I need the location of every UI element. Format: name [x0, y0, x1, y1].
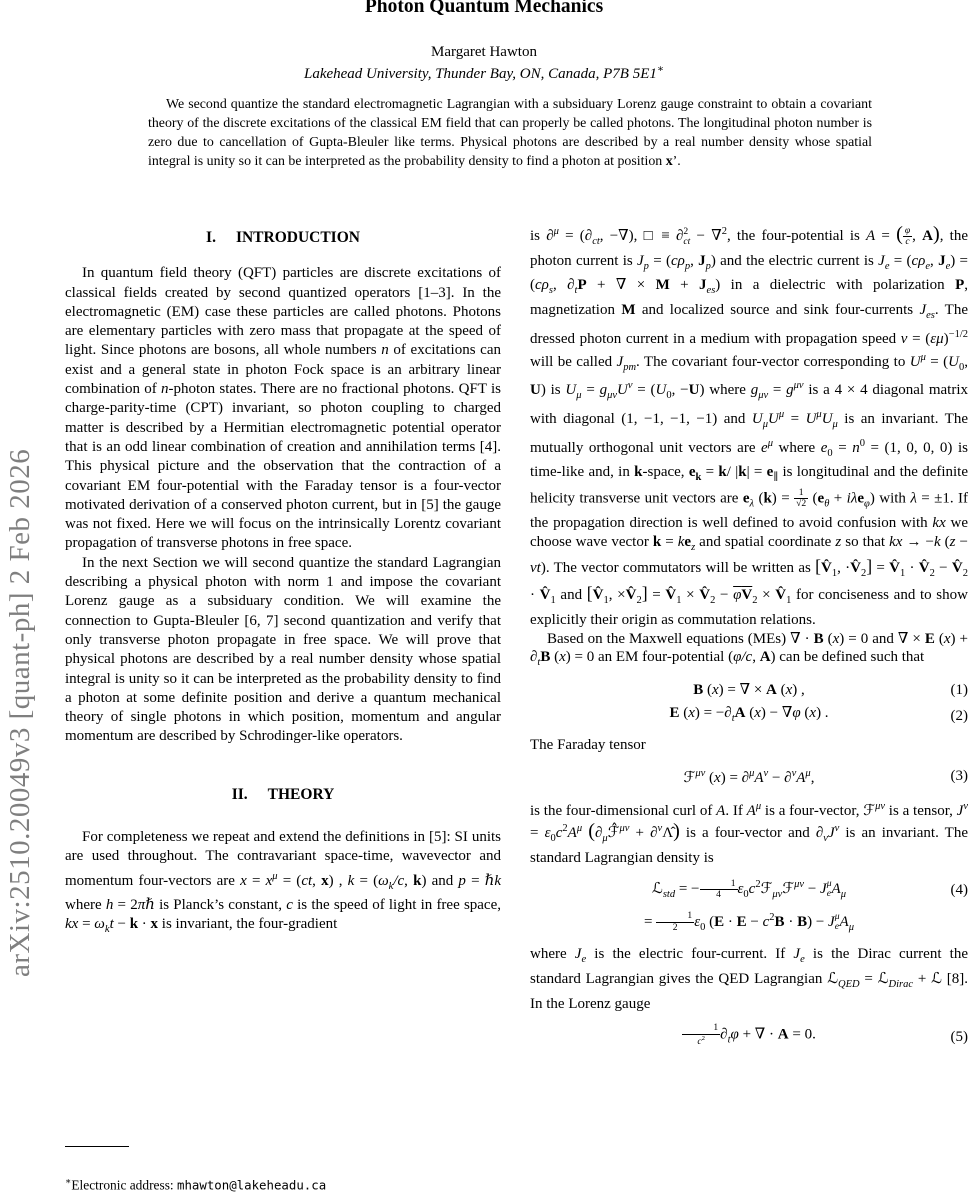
footnote-rule — [65, 1146, 129, 1147]
maxwell-paragraph: Based on the Maxwell equations (MEs) ∇ · B (x) = 0 and ∇ × E $(x) + \partial_tB$ (x) = 0 an EM four-potential (φ/c, A) can be defined such that — [530, 630, 968, 669]
lagrangian-paragraph: where $J_e$ is the electric four-current. If $J_e$ is the Dirac current the standard Lagrangian gives the QED Lagrangian ℒ$_{QED}$ = ℒ$_{Dirac}$ + ℒ [8]. In the Lorenz gauge — [530, 946, 968, 1012]
equation-1-body: B (x) = ∇ × A (x) , — [693, 681, 805, 698]
section-title: INTRODUCTION — [235, 229, 360, 246]
section-number: II. — [231, 785, 248, 803]
equation-1-number: (1) — [950, 681, 968, 698]
equation-5-number: (5) — [950, 1028, 968, 1045]
equation-3-number: (3) — [950, 768, 968, 785]
footnote-marker: ∗ — [65, 1177, 72, 1187]
section-title: THEORY — [267, 785, 335, 803]
equation-1 — [530, 681, 968, 700]
arxiv-watermark: arXiv:2510.20049v3 [quant-ph] 2 Feb 2026 — [4, 448, 36, 977]
equation-4-continued — [530, 909, 968, 938]
equation-group-1-2 — [530, 681, 968, 728]
left-column — [65, 228, 501, 940]
footnote-label: Electronic address: — [71, 1177, 174, 1193]
equation-3 — [530, 765, 968, 788]
equation-5 — [530, 1023, 968, 1050]
theory-paragraph-2: is $\partial^\mu = (\partial_{ct}$, −∇), □ ≡ ∂ 2 ct − ∇$^2$, the four-potential is A = ( $\frac{\varphi}{c}$ , A), the photon current is $J_p = (c\rho_p$, $J_p$) and the electric current is $J_e = (c\rho_e$, $J_e) = (c\rho_s$, $\partial_tP$ + ∇ × $M + J_{es}$) in a dielectric with polarization P, magnetization M and localized source and sink four-currents $J_{es}$. The dressed photon current in a medium with propagation speed $v = (\varepsilon\mu)^{-1/2}$ will be called $J_{pm}$. The covariant four-vector corresponding to $U^\mu = (U_0$, U) is $U_\mu = g_{\mu\nu}U^\nu = (U_0$, −U) where $g_{\mu\nu} = g^{\mu\nu}$ is a 4 × 4 diagonal matrix with diagonal (1, −1, −1, −1) and $U_\mu U^\mu = U^\mu U_\mu$ is an invariant. The mutually orthogonal unit vectors are $e^\mu$ where $e_0 = n^0 = (1$, 0, 0, 0) is time-like and, in k-space, $e_k = k/$ $|k| = e_\parallel$ is longitudinal and the definite helicity transverse unit vectors are $e_\lambda$ (k) = $\frac{1}{√2}$ $(e_\theta + i\lambda e_\varphi)$ with λ = ±1. If the propagation direction is well defined to avoid confusion with kx we choose wave vector $k = ke_z$ and spatial coordinate z so that kx → −k (z − vt). The vector commutators will be written as [$V̂_1$, $\cdot V̂_2$] = $V̂_1$ · $V̂_2$ − $V̂_2$ · $V̂_1$ and [$V̂_1$, $\times V̂_2$] = $V̂_1$ × $V̂_2 - \varphi V_2$ × $V̂_1$ for conciseness and to show explicitly their origin as commutation relations. — [530, 223, 968, 628]
section-heading-introduction — [65, 228, 501, 247]
author-affiliation: Lakehead University, Thunder Bay, ON, Canada, P7B 5E1∗ — [303, 64, 665, 82]
paper-title: Photon Quantum Mechanics — [364, 0, 604, 17]
right-column — [530, 223, 968, 1060]
equation-4-line-2: = $\frac{1}{2}$ $\varepsilon_0$ $(E \cdot E - c^2B \cdot B) - J$ μ e $A_\mu$ — [643, 910, 854, 933]
faraday-paragraph: is the four-dimensional curl of A. If $A^\mu$ is a four-vector, ℱ$^{\mu\nu}$ is a tensor, $J^\nu = \varepsilon_0c^2A^\mu$ ($\partial_\mu ℱ̂^{\mu\nu}$ + ∂$^\nu$Λ̂) is a four-vector and $\partial_\nu J^\nu$ is an invariant. The standard Lagrangian density is — [530, 800, 968, 867]
equation-2-body: E $(x) = -\partial_tA$ (x) − ∇φ (x) . — [669, 704, 829, 724]
equation-3-body: ℱ$^{\mu\nu}$ $(x) = \partial^\mu A^\nu - \partial^\nu A^\mu$, — [683, 768, 815, 787]
equation-4 — [530, 876, 968, 905]
author-name: Margaret Hawton — [431, 44, 537, 60]
footnote — [65, 1176, 501, 1193]
intro-paragraph-2: In the next Section we will second quantize the standard Lagrangian describing a physical photon with norm 1 and impose the covariant Lorenz gauge as a subsiduary condition. We will examine the connection to Gupta-Bleuler [6, 7] second quantization and verify that only transverse photon propagate in free space. We will prove that physical photons are described by a real number density whose spatial integral is unity so it can be interpreted as the probability density to find a photon at some definite position and derive a quantum mechanical theory of single photons in which position, momentum and angular momentum are described by Schrodinger-like operators. — [65, 554, 501, 745]
section-heading-theory — [65, 785, 501, 804]
footnote-email: mhawton@lakeheadu.ca — [176, 1177, 327, 1193]
equation-2 — [530, 704, 968, 729]
equation-4-line-1: ℒ$_{std}$ = − $\frac{1}{4}$ $\varepsilon_0c^2ℱ_{\mu\nu}ℱ^{\mu\nu} - J$ μ e $A_\mu$ — [652, 877, 846, 900]
equation-group-4 — [530, 876, 968, 937]
abstract: We second quantize the standard electromagnetic Lagrangian with a subsiduary Lorenz gauge constraint to obtain a covariant theory of the discrete excitations of the classical EM field that can properly be called photons. The longitudinal photon number is zero due to cancellation of Gupta-Bleuler like terms. Physical photons are described by a real number density whose spatial integral is unity so it can be interpreted as the probability density to find a photon at position x’. — [148, 97, 872, 169]
faraday-intro: The Faraday tensor — [530, 737, 646, 754]
equation-4-number: (4) — [950, 881, 968, 898]
section-number: I. — [206, 229, 216, 246]
theory-paragraph-1: For completeness we repeat and extend the definitions in [5]: SI units are used throughout. The contravariant space-time, wavevector and momentum four-vectors are $x = x^\mu = (ct$, x) , $k = (\omega_k/c$, k) and p = ℏk where h = 2πℏ is Planck’s constant, c is the speed of light in free space, kx = $\omega_kt - k \cdot x$ is invariant, the four-gradient — [65, 829, 502, 936]
intro-paragraph-1: In quantum field theory (QFT) particles are discrete excitations of classical fields created by second quantized operators [1–3]. In the electromagnetic (EM) case these particles are called photons. Photons are elementary particles with zero mass that propagate at the speed of light. Since photons are bosons, all whole numbers n of excitations can exist and a general state in photon Fock space is an arbitrary linear combination of n-photon states. There are no fractional photons. QFT is charge-parity-time (CPT) invariant, so photon coupling to charged matter is described by a Hermitian electromagnetic potential operator that is an odd linear combination of creation and annihilation terms [4]. This physical picture and the observation that the contraction of a covariant EM four-potential with the Faraday tensor is a four-vector motivated derivation of a conserved photon current, but in [5] the gauge was not fixed. Here we will focus on the intrinsically Lorentz covariant propagation of transverse photons in free space. — [65, 265, 502, 552]
equation-5-body: $\frac{1}{c^2}$ $\partial_t\varphi$ + ∇ · A = 0. — [564, 1023, 934, 1050]
equation-2-number: (2) — [950, 707, 968, 724]
